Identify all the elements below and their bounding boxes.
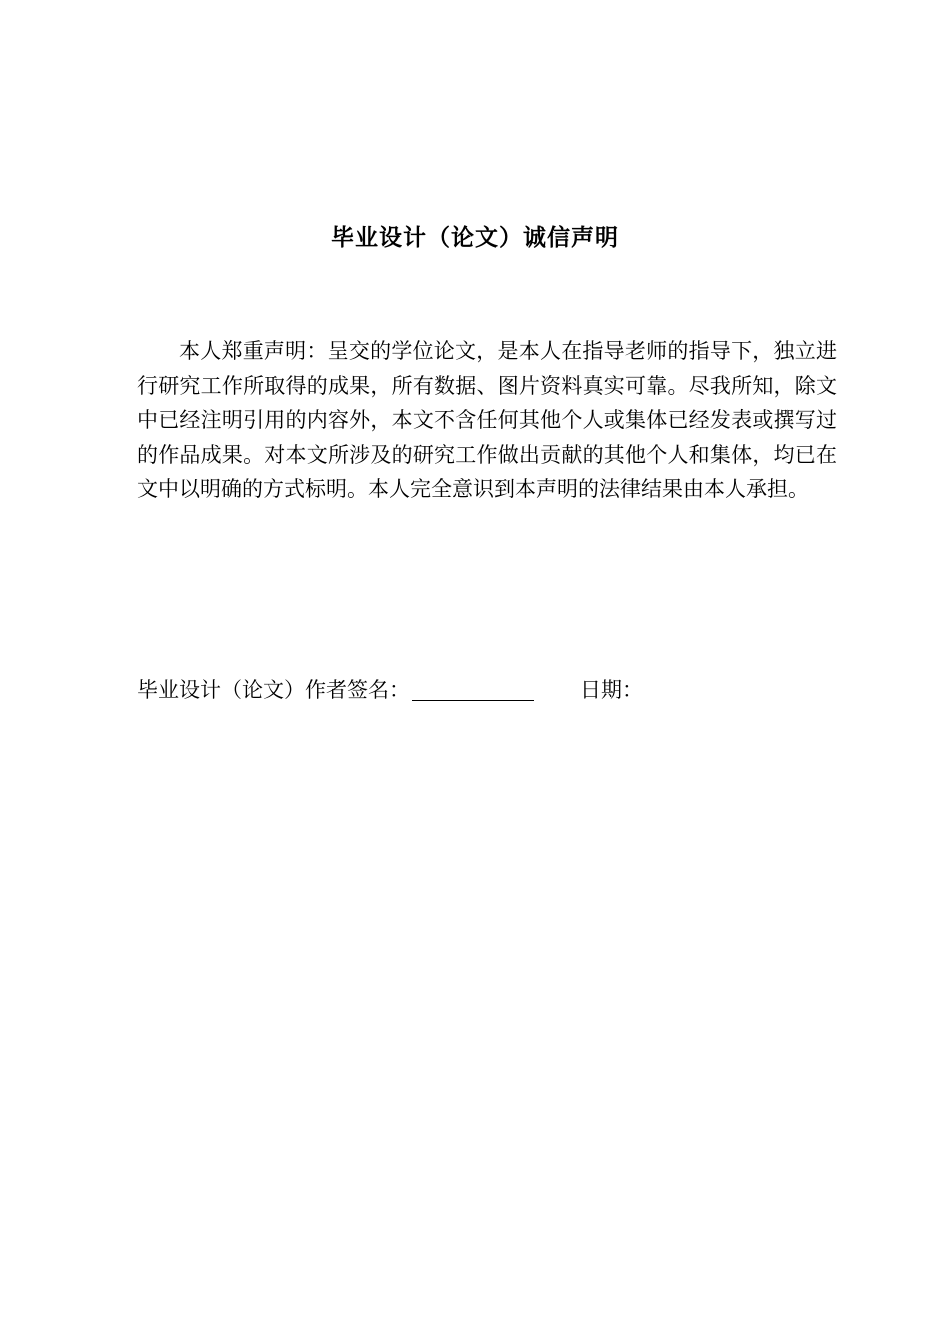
signature-label: 毕业设计（论文）作者签名： xyxy=(137,678,410,702)
signature-blank-line xyxy=(412,678,534,701)
signature-row xyxy=(137,674,857,706)
declaration-paragraph: 本人郑重声明：呈交的学位论文，是本人在指导老师的指导下，独立进行研究工作所取得的成果，所有数据、图片资料真实可靠。尽我所知，除文中已经注明引用的内容外，本文不含任何其他个人或集体已经发表或撰写过的作品成果。对本文所涉及的研究工作做出贡献的其他个人和集体，均已在文中以明确的方式标明。本人完全意识到本声明的法律结果由本人承担。 xyxy=(137,339,837,501)
page-title: 毕业设计（论文）诚信声明 xyxy=(331,225,619,251)
date-label: 日期： xyxy=(580,678,643,702)
